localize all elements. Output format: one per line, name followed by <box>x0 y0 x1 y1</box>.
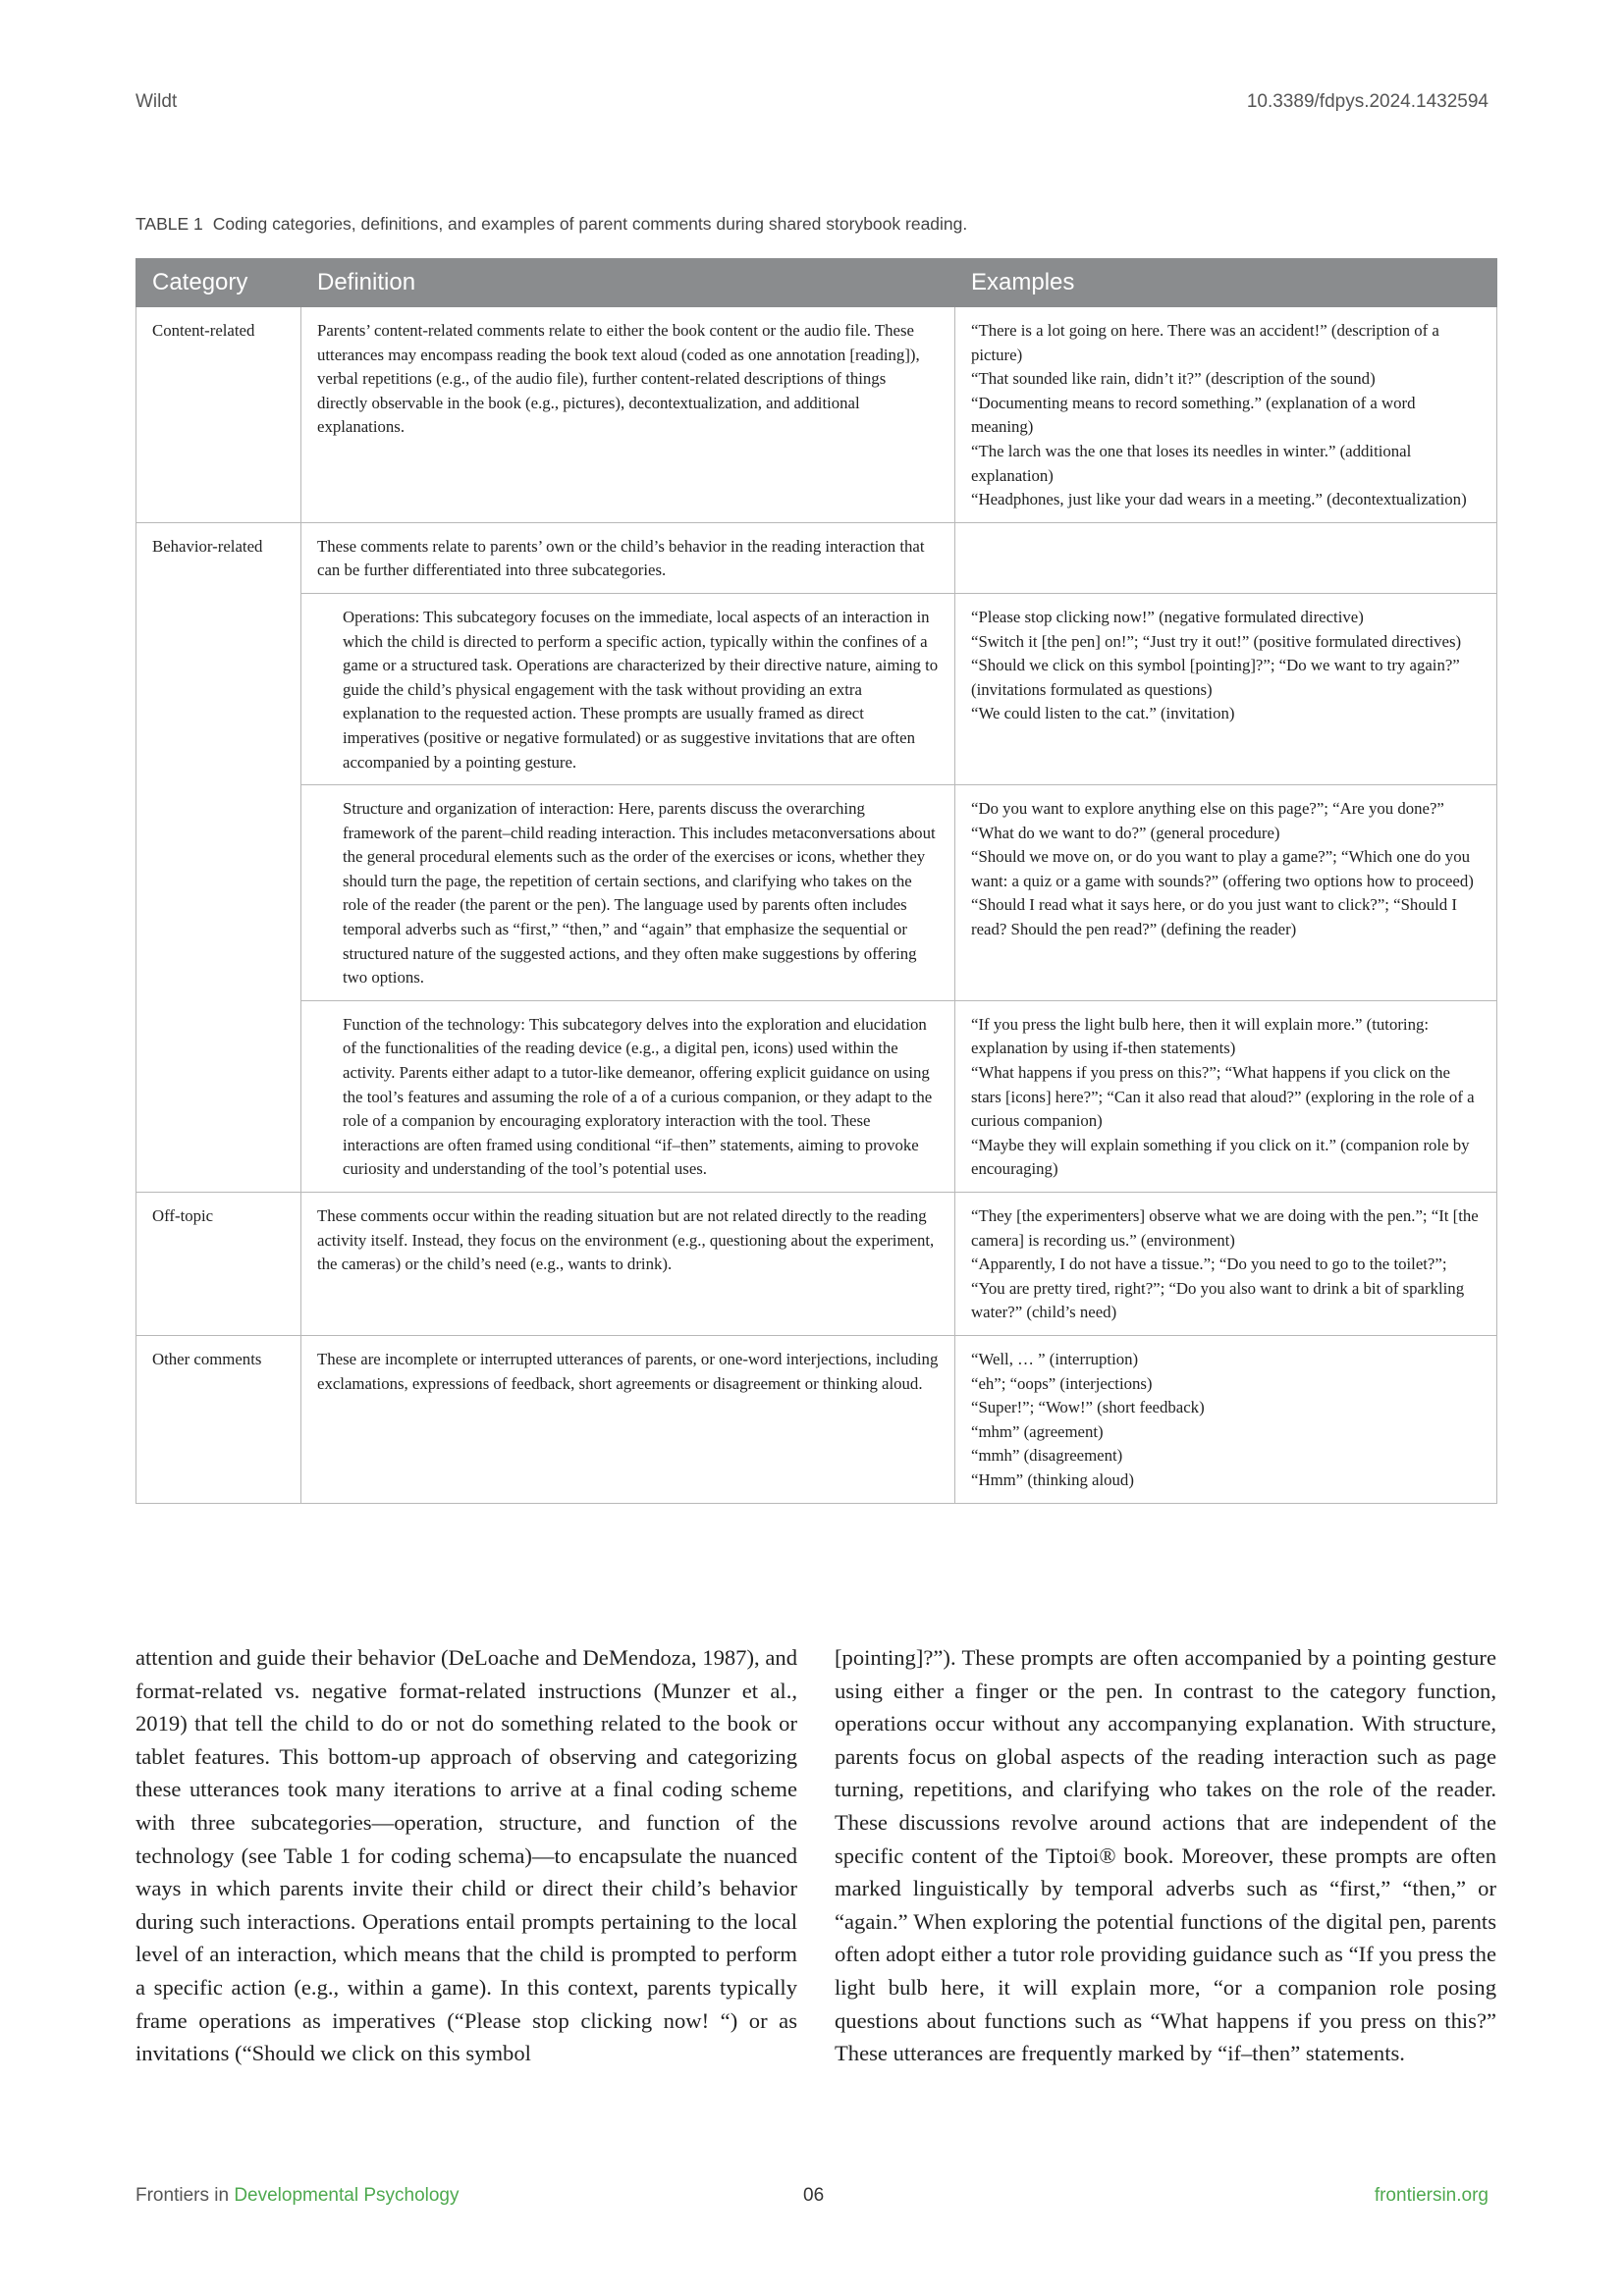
example-line: “Please stop clicking now!” (negative formulated directive) <box>971 607 1364 626</box>
example-line: “Headphones, just like your dad wears in a meeting.” (decontextualization) <box>971 490 1467 509</box>
example-line: “They [the experimenters] observe what we are doing with the pen.”; “It [the camera] is recording us.” (environment) <box>971 1206 1479 1250</box>
example-line: “eh”; “oops” (interjections) <box>971 1373 1153 1393</box>
example-line: “If you press the light bulb here, then it will explain more.” (tutoring: explanation by using if-then statements) <box>971 1014 1430 1058</box>
table-row <box>136 593 1497 784</box>
definition-cell: These comments occur within the reading situation but are not related directly to the reading activity itself. Instead, they focus on the environment (e.g., questioning about the experiment, the cameras) or the child’s need (e.g., wants to drink). <box>301 1193 955 1336</box>
footer-journal <box>135 2185 460 2207</box>
examples-cell <box>955 1193 1497 1336</box>
column-header-category: Category <box>136 259 301 307</box>
table-row <box>136 1193 1497 1336</box>
definition-cell: These are incomplete or interrupted utterances of parents, or one-word interjections, including exclamations, expressions of feedback, short agreements or disagreement or thinking aloud. <box>301 1335 955 1503</box>
column-header-examples: Examples <box>955 259 1497 307</box>
table-label: TABLE 1 <box>135 214 203 234</box>
example-line: “Well, … ” (interruption) <box>971 1349 1139 1368</box>
footer-journal-name[interactable]: Developmental Psychology <box>234 2185 460 2206</box>
example-line: “Hmm” (thinking aloud) <box>971 1469 1134 1489</box>
column-header-definition: Definition <box>301 259 955 307</box>
example-line: “Maybe they will explain something if you click on it.” (companion role by encouraging) <box>971 1135 1470 1179</box>
running-header-author: Wildt <box>135 91 178 112</box>
footer-site-link[interactable]: frontiersin.org <box>1374 2185 1489 2206</box>
example-line: “What do we want to do?” (general procedure) <box>971 823 1280 842</box>
example-line: “Should I read what it says here, or do you just want to click?”; “Should I read? Should the pen read?” (defining the reader) <box>971 895 1457 939</box>
example-line: “Do you want to explore anything else on this page?”; “Are you done?” <box>971 799 1444 819</box>
table-row <box>136 785 1497 1001</box>
category-cell: Behavior-related <box>136 522 301 1192</box>
example-line: “Super!”; “Wow!” (short feedback) <box>971 1398 1205 1417</box>
examples-cell <box>955 593 1497 784</box>
category-cell: Content-related <box>136 307 301 523</box>
examples-cell <box>955 1335 1497 1503</box>
example-line: “The larch was the one that loses its needles in winter.” (additional explanation) <box>971 441 1412 485</box>
table-row <box>136 522 1497 593</box>
definition-cell: Function of the technology: This subcategory delves into the exploration and elucidation of the functionalities of the reading device (e.g., a digital pen, icons) used within the activity. Parents either adapt to a tutor-like demeanor, offering explicit guidance on using the tool’s features and assuming the role of a of a curious companion, or they adapt to the role of a companion by encouraging exploratory interaction with the tool. These interactions are often framed using conditional “if–then” statements, aiming to provoke curiosity and understanding of the tool’s potential uses. <box>301 1000 955 1192</box>
examples-cell <box>955 307 1497 523</box>
category-cell: Off-topic <box>136 1193 301 1336</box>
examples-cell <box>955 785 1497 1001</box>
example-line: “That sounded like rain, didn’t it?” (description of the sound) <box>971 369 1376 389</box>
body-column-left <box>135 1641 797 2070</box>
table-row <box>136 1000 1497 1192</box>
body-column-right <box>835 1641 1496 2070</box>
example-line: “Documenting means to record something.” (explanation of a word meaning) <box>971 393 1416 437</box>
table-caption-text: Coding categories, definitions, and examples of parent comments during shared storybook reading. <box>212 214 968 234</box>
definition-cell: Structure and organization of interaction: Here, parents discuss the overarching framework of the parent–child reading interaction. This includes metaconversations about the general procedural elements such as the order of the exercises or icons, whether they should turn the page, the repetition of certain sections, and clarifying who takes on the role of the reader (the parent or the pen). The language used by parents often includes temporal adverbs such as “first,” “then,” and “again” that emphasize the sequential or structured nature of the suggested actions, and they often make suggestions by offering two options. <box>301 785 955 1001</box>
examples-cell <box>955 522 1497 593</box>
footer-journal-prefix: Frontiers in <box>135 2185 230 2206</box>
page-number: 06 <box>803 2185 825 2206</box>
table-header-row <box>136 259 1497 307</box>
example-line: “mhm” (agreement) <box>971 1421 1104 1441</box>
example-line: “Should we click on this symbol [pointing]?”; “Do we want to try again?” (invitations formulated as questions) <box>971 656 1460 699</box>
definition-cell: These comments relate to parents’ own or the child’s behavior in the reading interaction that can be further differentiated into three subcategories. <box>301 522 955 593</box>
running-header-doi: 10.3389/fdpys.2024.1432594 <box>1246 91 1489 112</box>
table-caption <box>135 214 967 235</box>
example-line: “Switch it [the pen] on!”; “Just try it out!” (positive formulated directives) <box>971 631 1462 651</box>
definition-cell: Parents’ content-related comments relate to either the book content or the audio file. These utterances may encompass reading the book text aloud (coded as one annotation [reading]), verbal repetitions (e.g., of the audio file), further content-related descriptions of things directly observable in the book (e.g., pictures), decontextualization, and additional explanations. <box>301 307 955 523</box>
coding-table <box>135 258 1497 1504</box>
table-row <box>136 307 1497 523</box>
examples-cell <box>955 1000 1497 1192</box>
example-line: “What happens if you press on this?”; “What happens if you click on the stars [icons] here?”; “Can it also read that aloud?” (exploring in the role of a curious companion) <box>971 1063 1475 1131</box>
category-cell: Other comments <box>136 1335 301 1503</box>
example-line: “We could listen to the cat.” (invitation) <box>971 704 1235 723</box>
body-text-right: [pointing]?”). These prompts are often accompanied by a pointing gesture using either a finger or the pen. In contrast to the category function, operations occur without any accompanying explanation. With structure, parents focus on global aspects of the reading interaction such as page turning, repetitions, and clarifying who takes on the role of the reader. These discussions revolve around actions that are independent of the specific content of the Tiptoi® book. Moreover, these prompts are often marked linguistically by temporal adverbs such as “first,” “then,” or “again.” When exploring the potential functions of the digital pen, parents often adopt either a tutor role providing guidance such as “If you press the light bulb here, it will explain more, “or a companion role posing questions about functions such as “What happens if you press on this?” These utterances are frequently marked by “if–then” statements. <box>835 1645 1496 2066</box>
example-line: “Should we move on, or do you want to play a game?”; “Which one do you want: a quiz or a game with sounds?” (offering two options how to proceed) <box>971 847 1474 890</box>
table-body <box>136 307 1497 1504</box>
table-row <box>136 1335 1497 1503</box>
example-line: “There is a lot going on here. There was an accident!” (description of a picture) <box>971 321 1439 364</box>
example-line: “Apparently, I do not have a tissue.”; “Do you need to go to the toilet?”; “You are pretty tired, right?”; “Do you also want to drink a bit of sparkling water?” (child’s need) <box>971 1255 1465 1322</box>
definition-cell: Operations: This subcategory focuses on the immediate, local aspects of an interaction in which the child is directed to perform a specific action, typically within the confines of a game or a structured task. Operations are characterized by their directive nature, aiming to guide the child’s physical engagement with the task without providing an extra explanation to the requested action. These prompts are usually framed as direct imperatives (positive or negative formulated) or as suggestive invitations that are often accompanied by a pointing gesture. <box>301 593 955 784</box>
body-text-left: attention and guide their behavior (DeLoache and DeMendoza, 1987), and format-related vs. negative format-related instructions (Munzer et al., 2019) that tell the child to do or not do something related to the book or tablet features. This bottom-up approach of observing and categorizing these utterances took many iterations to arrive at a final coding scheme with three subcategories—operation, structure, and function of the technology (see Table 1 for coding schema)—to encapsulate the nuanced ways in which parents invite their child or direct their child’s behavior during such interactions. Operations entail prompts pertaining to the local level of an interaction, which means that the child is prompted to perform a specific action (e.g., within a game). In this context, parents typically frame operations as imperatives (“Please stop clicking now! “) or as invitations (“Should we click on this symbol <box>135 1645 797 2066</box>
example-line: “mmh” (disagreement) <box>971 1446 1123 1466</box>
